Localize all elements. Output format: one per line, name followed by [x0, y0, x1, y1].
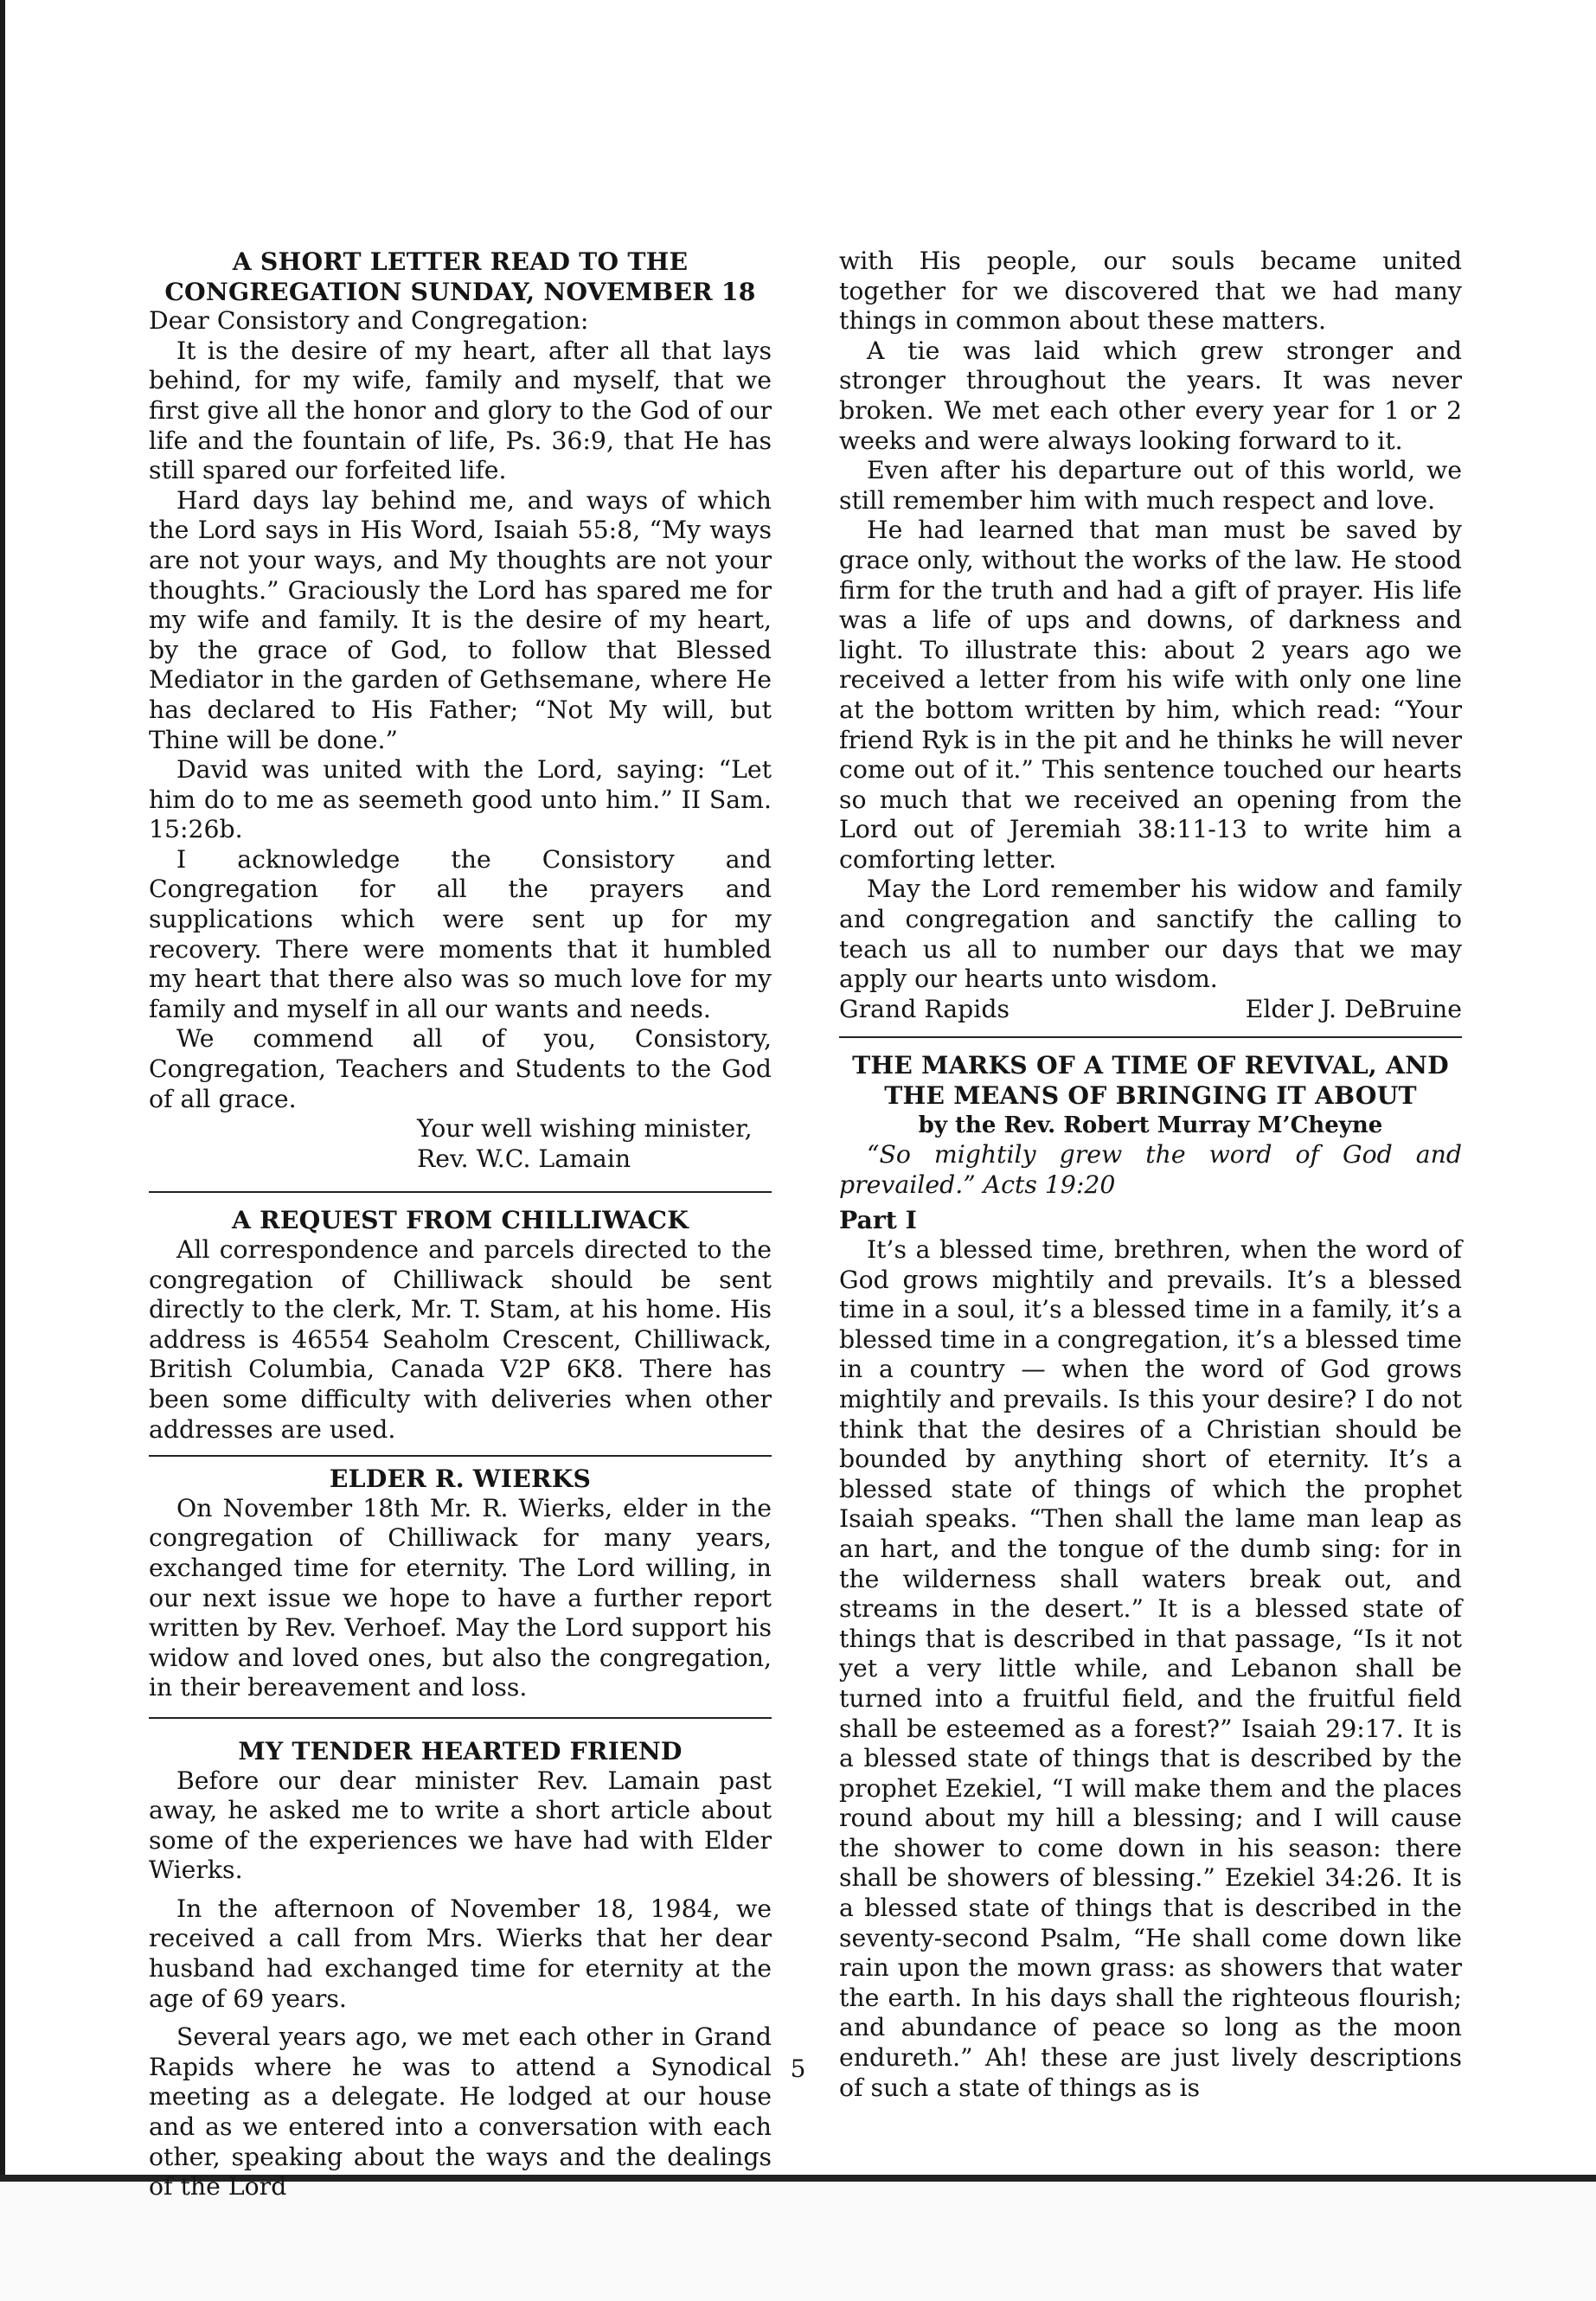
elder-title: ELDER R. WIERKS	[329, 1464, 592, 1494]
revival-epigraph: “So mightily grew the word of God and prevailed.” Acts 19:20	[839, 1140, 1462, 1199]
revival-title-line2: THE MEANS OF BRINGING IT ABOUT	[884, 1080, 1417, 1111]
letter-closing: Your well wishing minister,	[417, 1114, 753, 1144]
revival-section	[839, 1050, 1462, 2103]
left-column	[149, 247, 772, 2202]
page-number: 5	[790, 2054, 806, 2083]
friend-paragraph: In the afternoon of November 18, 1984, we received a call from Mrs. Wierks that her dear husband had exchanged time for eternity at the age of 69 years.	[149, 1894, 772, 2013]
friend-paragraph: Before our dear minister Rev. Lamain past away, he asked me to write a short article about some of the experiences we have had with Elder Wierks.	[149, 1766, 772, 1885]
revival-byline: by the Rev. Robert Murray M’Cheyne	[918, 1112, 1383, 1138]
request-section	[149, 1205, 772, 1445]
letter-paragraph: I acknowledge the Consistory and Congregation for all the prayers and supplications which were sent up for my recovery. There were moments that it humbled my heart that there also was so much love for my family and myself in all our wants and needs.	[149, 844, 772, 1023]
revival-body: It’s a blessed time, brethren, when the word of God grows mightily and prevails. It’s a blessed time in a soul, it’s a blessed time in a family, it’s a blessed time in a congregation, it’s a blessed time in a country — when the word of God grows mightily and prevails. Is this your desire? I do not think that the desires of a Christian should be bounded by anything short of eternity. It’s a blessed state of things of which the prophet Isaiah speaks. “Then shall the lame man leap as an hart, and the tongue of the dumb sing: for in the wilderness shall waters break out, and streams in the desert.” It is a blessed state of things that is described in that passage, “Is it not yet a very little while, and Lebanon shall be turned into a fruitful field, and the fruitful field shall be esteemed as a forest?” Isaiah 29:17. It is a blessed state of things that is described by the prophet Ezekiel, “I will make them and the places round about my hill a blessing; and I will cause the shower to come down in his season: there shall be showers of blessing.” Ezekiel 34:26. It is a blessed state of things that is described in the seventy-second Psalm, “He shall come down like rain upon the mown grass: as showers that water the earth. In his days shall the righteous flourish; and abundance of peace so long as the moon endureth.” Ah! these are just lively descriptions of such a state of things as is	[839, 1235, 1462, 2102]
letter-section	[149, 247, 772, 1174]
letter-paragraph: We commend all of you, Consistory, Congregation, Teachers and Students to the God of all grace.	[149, 1024, 772, 1113]
revival-part-label: Part I	[839, 1205, 917, 1235]
letter-paragraph: It is the desire of my heart, after all that lays behind, for my wife, family and myself, that we first give all the honor and glory to the God of our life and the fountain of life, Ps. 36:9, that He has still spared our forfeited life.	[149, 336, 772, 485]
elder-section	[149, 1464, 772, 1703]
friend-signature-row	[839, 995, 1462, 1025]
friend-continuation	[839, 247, 1462, 1024]
friend-title: MY TENDER HEARTED FRIEND	[238, 1735, 683, 1766]
friend-paragraph: Even after his departure out of this world, we still remember him with much respect and love.	[839, 456, 1462, 515]
revival-title-line1: THE MARKS OF A TIME OF REVIVAL, AND	[852, 1050, 1449, 1080]
letter-salutation: Dear Consistory and Congregation:	[149, 306, 589, 336]
right-column	[839, 247, 1462, 2103]
friend-place: Grand Rapids	[839, 994, 1010, 1023]
friend-paragraph: May the Lord remember his widow and family and congregation and sanctify the calling to teach us all to number our days that we may apply our hearts unto wisdom.	[839, 875, 1462, 994]
elder-body: On November 18th Mr. R. Wierks, elder in the congregation of Chilliwack for many years, exchanged time for eternity. The Lord willing, in our next issue we hope to have a further report written by Rev. Verhoef. May the Lord support his widow and loved ones, but also the congregation, in their bereavement and loss.	[149, 1493, 772, 1702]
friend-paragraph: Several years ago, we met each other in Grand Rapids where he was to attend a Synodical meeting as a delegate. He lodged at our house and as we entered into a conversation with each other, speaking about the ways and the dealings of the Lord	[149, 2022, 772, 2202]
letter-title-line1: A SHORT LETTER READ TO THE	[232, 247, 689, 276]
letter-title-line2: CONGREGATION SUNDAY, NOVEMBER 18	[164, 276, 756, 306]
scan-edge-left	[0, 0, 5, 2180]
request-title: A REQUEST FROM CHILLIWACK	[231, 1205, 689, 1235]
friend-section	[149, 1736, 772, 2202]
friend-paragraph: A tie was laid which grew stronger and stronger throughout the years. It was never broken. We met each other every year for 1 or 2 weeks and were always looking forward to it.	[839, 336, 1462, 455]
letter-signature: Rev. W.C. Lamain	[417, 1144, 631, 1173]
friend-paragraph: He had learned that man must be saved by grace only, without the works of the law. He stood firm for the truth and had a gift of prayer. His life was a life of ups and downs, of darkness and light. To illustrate this: about 2 years ago we received a letter from his wife with only one line at the bottom written by him, which read: “Your friend Ryk is in the pit and he thinks he will never come out of it.” This sentence touched our hearts so much that we received an opening from the Lord out of Jeremiah 38:11-13 to write him a comforting letter.	[839, 516, 1462, 874]
friend-continuation-text: with His people, our souls became united together for we discovered that we had many things in common about these matters.	[839, 247, 1462, 336]
letter-paragraph: Hard days lay behind me, and ways of which the Lord says in His Word, Isaiah 55:8, “My ways are not your ways, and My thoughts are not your thoughts.” Graciously the Lord has spared me for my wife and family. It is the desire of my heart, by the grace of God, to follow that Blessed Mediator in the garden of Gethsemane, where He has declared to His Father; “Not My will, but Thine will be done.”	[149, 485, 772, 754]
friend-author: Elder J. DeBruine	[1245, 994, 1462, 1023]
letter-paragraph: David was united with the Lord, saying: “Let him do to me as seemeth good unto him.” II Sam. 15:26b.	[149, 755, 772, 844]
request-body: All correspondence and parcels directed to the congregation of Chilliwack should be sent directly to the clerk, Mr. T. Stam, at his home. His address is 46554 Seaholm Crescent, Chilliwack, British Columbia, Canada V2P 6K8. There has been some difficulty with deliveries when other addresses are used.	[149, 1235, 772, 1444]
